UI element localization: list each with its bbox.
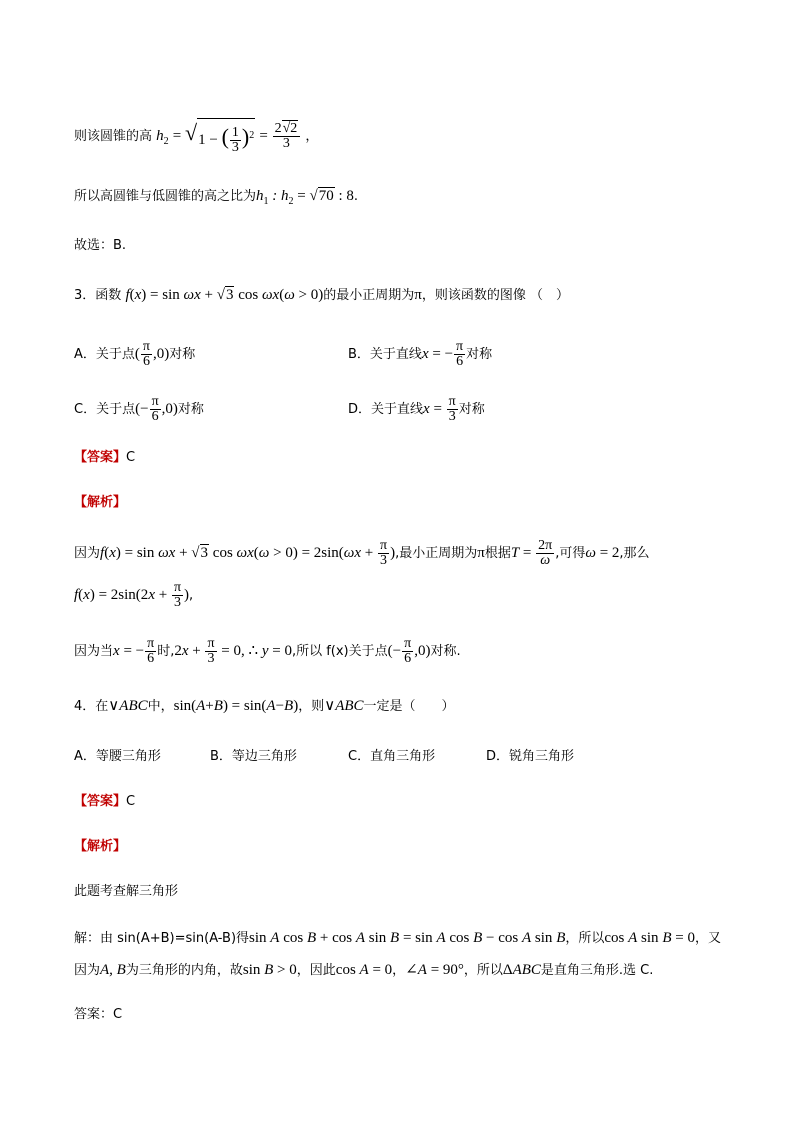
option-text: 锐角三角形 [509, 749, 575, 764]
text: ,最小正周期为 [395, 546, 478, 561]
answer-tag: 【答案】 [74, 794, 127, 809]
text: ，因此 [296, 963, 336, 978]
q3-answer [74, 448, 135, 468]
fraction: $\frac{2√2}{3}$ [273, 122, 301, 151]
pi-symbol: π [477, 545, 485, 561]
p2-line1: 则该圆锥的高 $h_2 = √1$ − ( $\frac{1}{3}$ )$^2$ = $\frac{2√2}{3}$ ， [74, 118, 318, 157]
q3-analysis-tag [74, 493, 126, 513]
text: 所以高圆锥与低圆锥的高之比为 [74, 189, 257, 204]
answer-value: C [126, 794, 136, 809]
math-expression: $h_2$ [156, 128, 169, 148]
text: 在 [95, 699, 109, 714]
q4-analysis-intro: 此题考查解三角形 [74, 884, 179, 899]
text: 对称. [430, 644, 461, 659]
text: 是直角三角形.选 C. [540, 963, 654, 978]
option-letter: A． [74, 347, 96, 362]
option-letter: D． [486, 749, 510, 764]
option-letter: C． [348, 749, 371, 764]
q3-analysis-line1: 因为f(x) = sin ωx + √3 cos ωx(ω > 0) = 2sin(ωx + $\frac{\pi}{3}$ ),最小正周期为π根据T = $\frac{2\pi}{\omega}$ ,可得ω = 2,那么 [74, 538, 650, 568]
text: 中， [147, 699, 174, 714]
text: 因为当 [74, 644, 114, 659]
q3-analysis-line3: 因为当x = − $\frac{\pi}{6}$ 时,2x + $\frac{\pi}{3}$ = 0, ∴ y = 0,所以 f(x)关于点(− $\frac{\pi}{6}$ ,0)对称. [74, 636, 461, 666]
math-expression: f [125, 287, 130, 303]
option-letter: B． [210, 749, 232, 764]
text: ,那么 [619, 546, 650, 561]
text: 因为 [74, 963, 101, 978]
p2-line3: 故选：B. [74, 238, 127, 253]
text: 关于点 [95, 347, 135, 362]
p2-line2: 所以高圆锥与低圆锥的高之比为$h_1$ : $h_2 = √70$ : 8. [74, 188, 359, 207]
q3-option-d: D．关于直线x = $\frac{\pi}{3}$ 对称 [348, 394, 485, 424]
math-expression: A, B [100, 962, 126, 978]
q4-answer [74, 792, 135, 812]
triangle-symbol: ∨ABC [108, 698, 148, 714]
text: 为三角形的内角，故 [125, 963, 243, 978]
q3-option-c: C．关于点(− $\frac{\pi}{6}$ ,0)对称 [74, 394, 204, 424]
q4-stem: 4．在∨ABC中，sin(A+B) = sin(A−B)，则∨ABC一定是（ ） [74, 698, 455, 714]
q3-option-a: A．关于点( $\frac{\pi}{6}$ ,0)对称 [74, 339, 196, 369]
answer-value: C [126, 450, 136, 465]
q4-option-d [486, 747, 574, 767]
text: 解：由 sin(A+B)=sin(A-B)得 [74, 931, 250, 946]
option-text: 等腰三角形 [95, 749, 161, 764]
pi-symbol: π [414, 287, 422, 303]
q4-option-c [348, 747, 435, 767]
q4-solution-line1: 解：由 sin(A+B)=sin(A-B)得sin A cos B + cos A sin B = sin A cos B − cos A sin B，所以cos A sin B = 0，又 [74, 930, 721, 946]
text: 一定是（ ） [363, 699, 455, 714]
text: ,可得 [555, 546, 586, 561]
text: 对称 [177, 402, 204, 417]
text: 关于点 [96, 402, 136, 417]
text: 函数 [95, 288, 122, 303]
question-number: 4． [74, 699, 96, 714]
text: ，所以 [565, 931, 605, 946]
q3-analysis-line2: f(x) = 2sin(2x + $\frac{\pi}{3}$ ), [74, 580, 194, 610]
text: ，则该函数的图像 （ ） [421, 288, 569, 303]
q3-stem: 3．函数 f(x) = sin ωx + √3 cos ωx(ω > 0)的最小正周期为π，则该函数的图像 （ ） [74, 287, 569, 303]
q3-option-b: B．关于直线x = − $\frac{\pi}{6}$ 对称 [348, 339, 493, 369]
text: 对称 [466, 347, 493, 362]
text: 因为 [74, 546, 101, 561]
text: ，又 [694, 931, 721, 946]
answer-tag: 【答案】 [74, 450, 127, 465]
q4-option-a [74, 747, 161, 767]
option-text: 直角三角形 [370, 749, 436, 764]
text: ， [392, 963, 406, 978]
text: 对称 [458, 402, 485, 417]
triangle-symbol: ∨ABC [324, 698, 364, 714]
analysis-tag: 【解析】 [74, 495, 127, 510]
q4-final-answer: 答案：C [74, 1007, 123, 1022]
text: ,所以 f(x)关于点 [291, 644, 388, 659]
text: , [189, 588, 194, 603]
text: 对称 [169, 347, 196, 362]
q4-solution-line2: 因为A, B为三角形的内角，故sin B > 0，因此cos A = 0，∠A = 90°，所以ΔABC是直角三角形.选 C. [74, 962, 654, 978]
question-number: 3． [74, 288, 96, 303]
text: 则该圆锥的高 [74, 129, 153, 145]
q4-analysis-tag [74, 837, 126, 857]
text: 根据 [484, 546, 511, 561]
option-letter: C． [74, 402, 97, 417]
analysis-tag: 【解析】 [74, 839, 127, 854]
text: ，所以 [463, 963, 503, 978]
option-letter: B． [348, 347, 370, 362]
option-text: 等边三角形 [231, 749, 297, 764]
q4-option-b [210, 747, 297, 767]
option-letter: D． [348, 402, 372, 417]
text: 关于直线 [371, 402, 424, 417]
text: 时, [157, 644, 175, 659]
text: 关于直线 [369, 347, 422, 362]
option-letter: A． [74, 749, 96, 764]
ratio-math: $h_1$ : $h_2 = √70$ : 8 [256, 188, 354, 207]
text: ，则 [298, 699, 325, 714]
text: 的最小正周期为 [323, 288, 415, 303]
